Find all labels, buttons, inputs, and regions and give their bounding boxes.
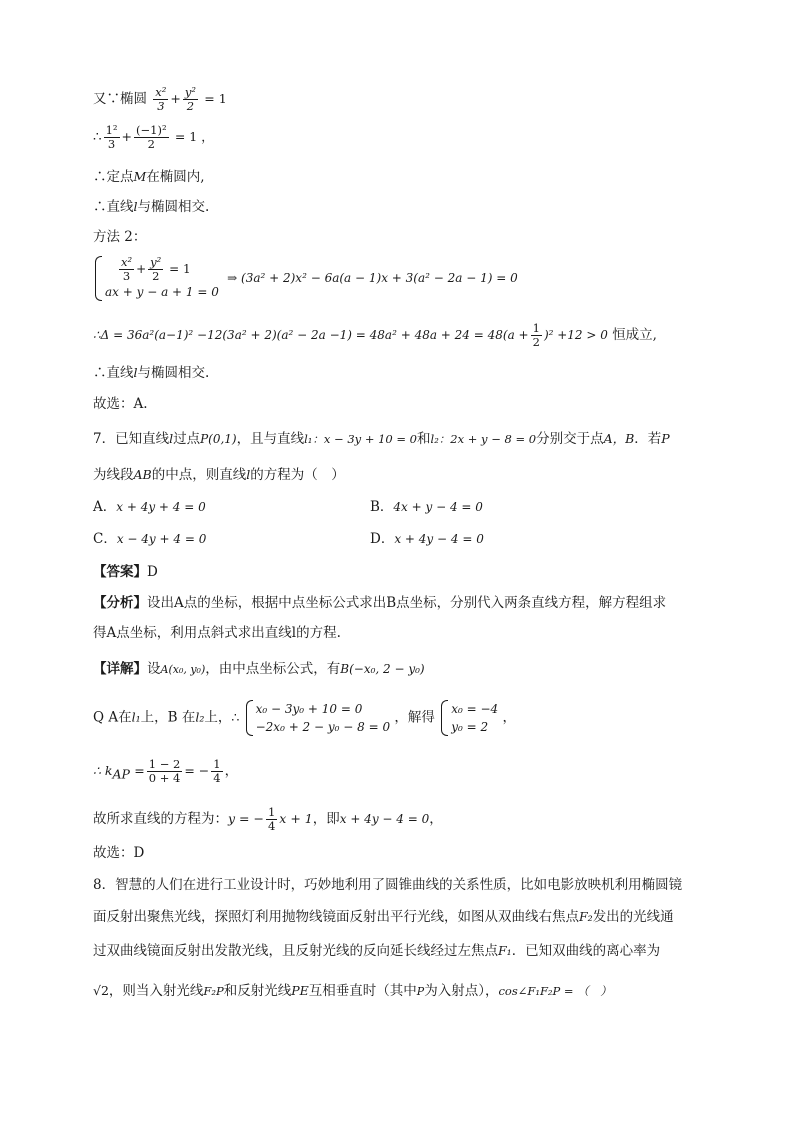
equation-system: $\frac{\text{x²}}{3}$ + $\frac{\text{y²}}{2}$ = 1 ax + y − a + 1 = 0	[93, 256, 219, 301]
detail-line-1: 【详解】设A(x₀, y₀)，由中点坐标公式，有B(−x₀, 2 − y₀)	[93, 661, 425, 677]
analysis-line-1: 【分析】设出A点的坐标，根据中点坐标公式求出B点坐标，分别代入两条直线方程，解方程组求	[93, 595, 667, 611]
detail-result-line: 故所求直线的方程为：y = − $\frac{1}{4}$ x + 1，即x + 4y − 4 = 0，	[93, 805, 443, 833]
fraction-a: $\frac{\text{1²}}{3}$	[105, 123, 118, 151]
fraction-half: $\frac{1}{2}$	[532, 321, 540, 349]
answer-tag: 【答案】	[93, 564, 147, 580]
fixed-point-inside-line: ∴定点M在椭圆内,	[93, 169, 205, 185]
choose-a: 故选：A.	[93, 396, 148, 412]
detail-system-1: x₀ − 3y₀ + 10 = 0 −2x₀ + 2 − y₀ − 8 = 0	[244, 700, 391, 736]
fraction-x: $\frac{\text{x²}}{3}$	[155, 85, 167, 113]
detail-system-2: x₀ = −4 y₀ = 2	[439, 700, 498, 736]
slope-fraction: $\frac{1 - 2}{0 + 4}$	[148, 757, 181, 785]
analysis-tag: 【分析】	[93, 595, 147, 611]
question-8-line-4: √2，则当入射光线F₂P和反射光线PE互相垂直时（其中P为入射点），cos∠F₁F₂P = （ ）	[93, 983, 612, 999]
answer-line	[93, 563, 714, 581]
line-intersects-1: ∴直线l与椭圆相交.	[93, 199, 210, 215]
question-7-line-2: 为线段AB的中点，则直线l的方程为（ ）	[93, 467, 345, 483]
fraction-b: $\frac{\text{(−1)²}}{2}$	[136, 123, 167, 151]
quadratic-result: ⇒ (3a² + 2)x² − 6a(a − 1)x + 3(a² − 2a − 1) = 0	[227, 271, 518, 285]
detail-slope-line: ∴ $k_{AP}$ = $\frac{1 - 2}{0 + 4}$ = − $\frac{1}{4}$ ，	[93, 757, 239, 785]
question-8-line-3: 过双曲线镜面反射出发散光线，且反射光线的反向延长线经过左焦点F₁．已知双曲线的离心率为	[93, 943, 661, 959]
discriminant-line: ∴Δ = 36a²(a−1)² −12(3a² + 2)(a² − 2a −1) = 48a² + 48a + 24 = 48(a + $\frac{1}{2}$ )² +12 > 0 恒成立,	[93, 321, 657, 349]
system-line	[93, 256, 714, 301]
answer-value: D	[147, 564, 158, 580]
point-substitution-line: ∴ $\frac{\text{1²}}{3}$ + $\frac{\text{(−1)²}}{2}$ = 1 ，	[93, 123, 214, 151]
analysis-line-2: 得A点坐标，利用点斜式求出直线l的方程.	[93, 625, 341, 641]
choose-d: 故选：D	[93, 845, 145, 861]
question-7-line-1: 7．已知直线l过点P(0,1)，且与直线l₁：x − 3y + 10 = 0和l₂：2x + y − 8 = 0分别交于点A，B．若P	[93, 431, 670, 447]
detail-line-2: Q A在l₁上，B 在l₂上，∴ x₀ − 3y₀ + 10 = 0 −2x₀ + 2 − y₀ − 8 = 0 ，解得 x₀ = −4 y₀ = 2 ，	[93, 702, 516, 734]
option-d[interactable]: D．x + 4y − 4 = 0	[370, 531, 484, 547]
slope-value-fraction: $\frac{1}{4}$	[213, 757, 221, 785]
option-c[interactable]: C．x − 4y + 4 = 0	[93, 531, 207, 547]
ellipse-equation-line: 又∵椭圆 $\frac{\text{x²}}{3}$ + $\frac{\text{y²}}{2}$ = 1	[93, 85, 227, 113]
line-intersects-2: ∴直线l与椭圆相交.	[93, 365, 210, 381]
result-fraction: $\frac{1}{4}$	[267, 805, 276, 833]
question-8-line-1: 8．智慧的人们在进行工业设计时，巧妙地利用了圆锥曲线的关系性质，比如电影放映机利用椭圆镜	[93, 877, 683, 893]
fraction-y: $\frac{\text{y²}}{2}$	[184, 85, 196, 113]
ellipse-prefix: 又∵椭圆	[93, 91, 147, 107]
option-b[interactable]: B．4x + y − 4 = 0	[370, 499, 483, 515]
option-a[interactable]: A．x + 4y + 4 = 0	[93, 499, 206, 515]
method-2-heading: 方法 2：	[93, 229, 147, 245]
question-8-line-2: 面反射出聚焦光线，探照灯利用抛物线镜面反射出平行光线，如图从双曲线右焦点F₂发出的光线通	[93, 909, 674, 925]
detail-tag: 【详解】	[93, 661, 147, 677]
